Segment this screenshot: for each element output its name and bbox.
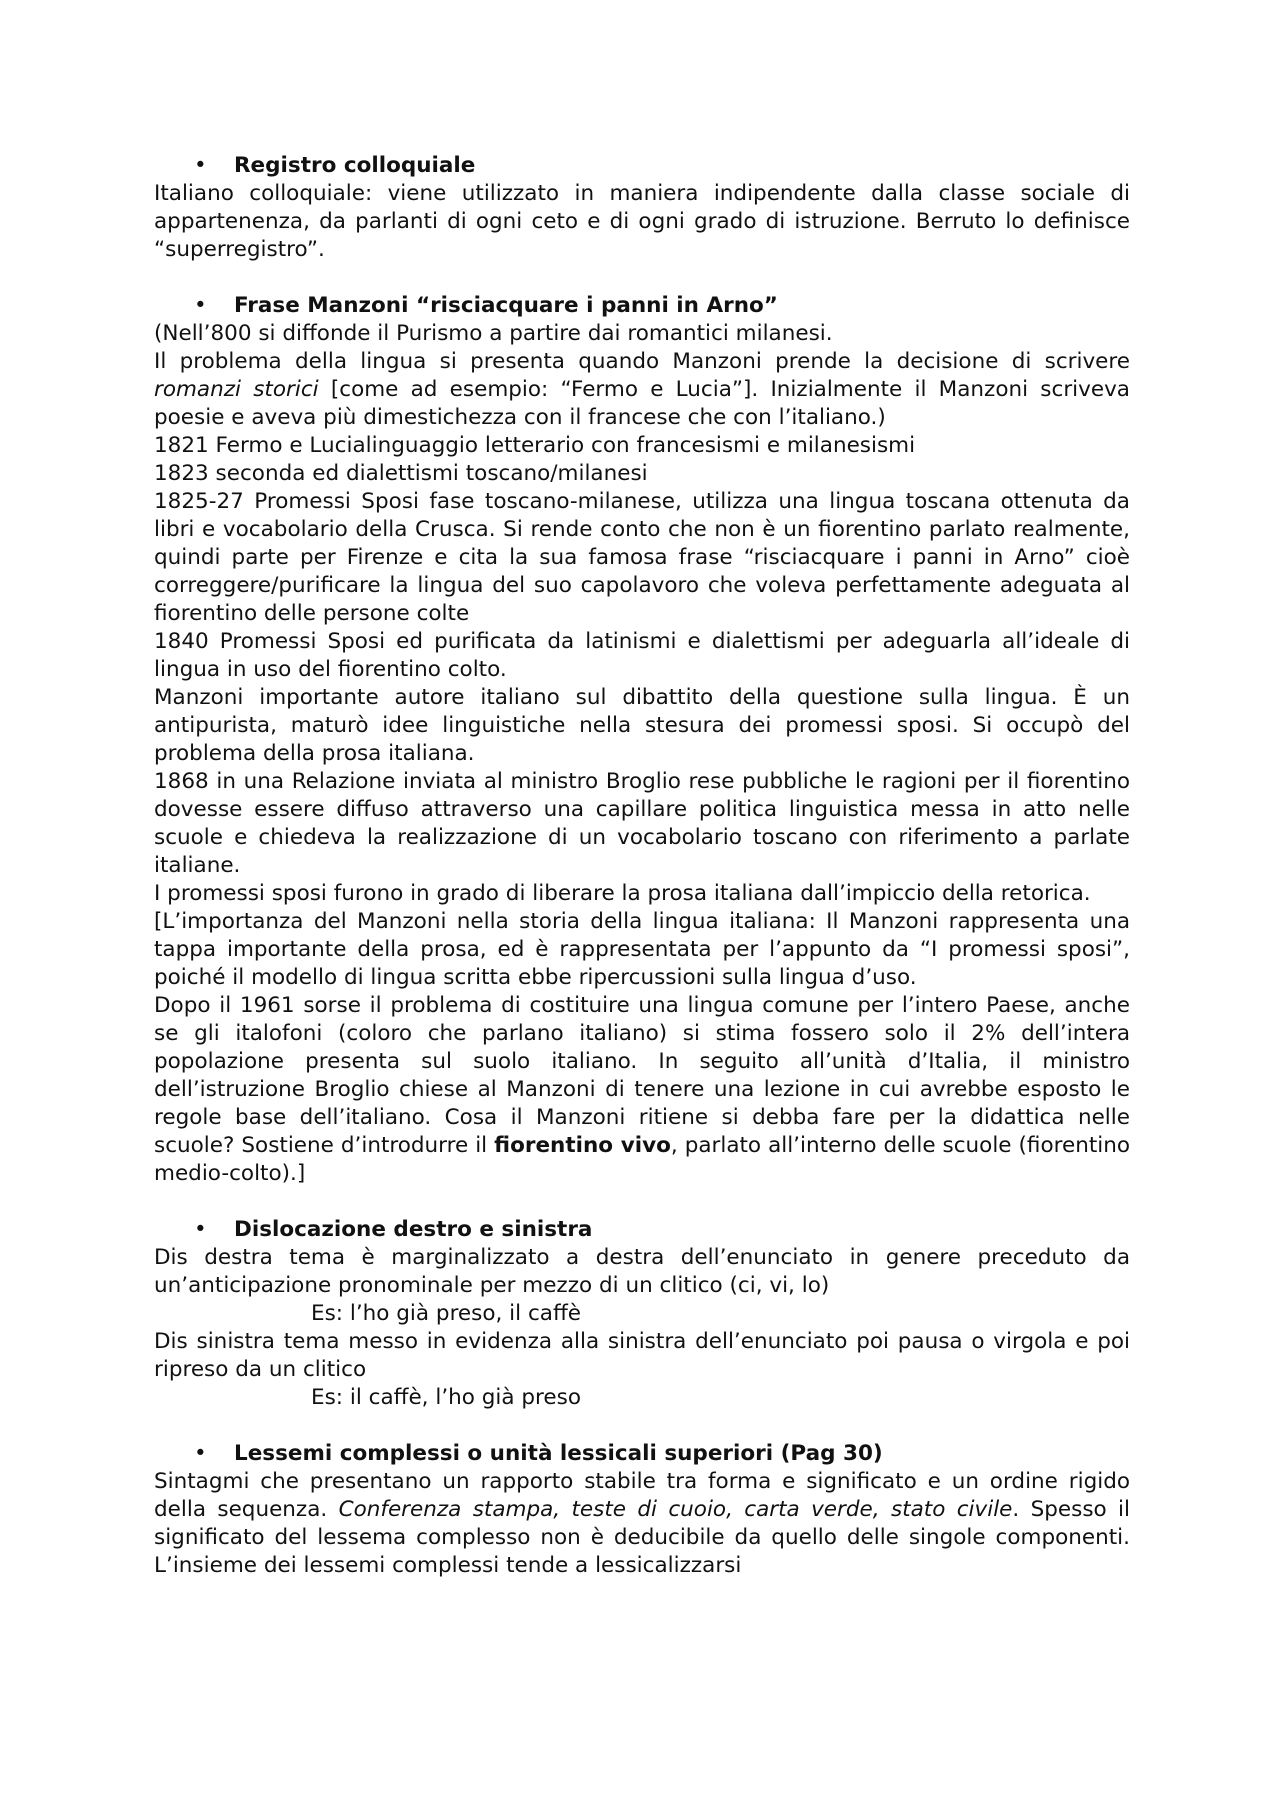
heading-text: Frase Manzoni “risciacquare i panni in Arno” <box>234 293 778 318</box>
section-heading-manzoni <box>154 292 1130 320</box>
bullet-icon: • <box>194 1217 207 1242</box>
paragraph: Manzoni importante autore italiano sul dibattito della questione sulla lingua. È un antipurista, maturò idee linguistiche nella stesura dei promessi sposi. Si occupò del problema della prosa italiana. <box>154 685 1130 766</box>
bullet-icon: • <box>194 1441 207 1466</box>
paragraph: I promessi sposi furono in grado di liberare la prosa italiana dall’impiccio della retorica. <box>154 881 1091 906</box>
bullet-icon: • <box>194 153 207 178</box>
bold-text: fiorentino vivo <box>494 1133 671 1158</box>
paragraph: [L’importanza del Manzoni nella storia della lingua italiana: Il Manzoni rappresenta una tappa importante della prosa, ed è rappresentata per l’appunto da “I promessi sposi”, poiché il modello di lingua scritta ebbe ripercussioni sulla lingua d’uso. <box>154 909 1130 990</box>
paragraph: 1868 in una Relazione inviata al ministro Broglio rese pubbliche le ragioni per il fiorentino dovesse essere diffuso attraverso una capillare politica linguistica messa in atto nelle scuole e chiedeva la realizzazione di un vocabolario toscano con riferimento a parlate italiane. <box>154 769 1130 878</box>
paragraph: 1823 seconda ed dialettismi toscano/milanesi <box>154 461 648 486</box>
paragraph: Dis destra tema è marginalizzato a destra dell’enunciato in genere preceduto da un’anticipazione pronominale per mezzo di un clitico (ci, vi, lo) <box>154 1245 1130 1298</box>
paragraph: 1821 Fermo e Lucialinguaggio letterario con francesismi e milanesismi <box>154 433 916 458</box>
paragraph: 1825-27 Promessi Sposi fase toscano-milanese, utilizza una lingua toscana ottenuta da libri e vocabolario della Crusca. Si rende conto che non è un fiorentino parlato realmente, quindi parte per Firenze e cita la sua famosa frase “risciacquare i panni in Arno” cioè correggere/purificare la lingua del suo capolavoro che voleva perfettamente adeguata al fiorentino delle persone colte <box>154 489 1130 626</box>
bullet-icon: • <box>194 293 207 318</box>
italic-text: Conferenza stampa, teste di cuoio, carta verde, stato civile <box>338 1497 1013 1522</box>
heading-text: Dislocazione destro e sinistra <box>234 1217 593 1242</box>
section-heading-dislocazione <box>154 1216 1130 1244</box>
heading-text: Registro colloquiale <box>234 153 476 178</box>
section-heading-lessemi <box>154 1440 1130 1468</box>
example-line: Es: il caffè, l’ho già preso <box>311 1385 581 1410</box>
paragraph: Dopo il 1961 sorse il problema di costituire una lingua comune per l’intero Paese, anche se gli italofoni (coloro che parlano italiano) si stima fossero solo il 2% dell’intera popolazione presenta sul suolo italiano. In seguito all’unità d’Italia, il ministro dell’istruzione Broglio chiese al Manzoni di tenere una lezione in cui avrebbe esposto le regole base dell’italiano. Cosa il Manzoni ritiene si debba fare per la didattica nelle scuole? Sostiene d’introdurre il fiorentino vivo, parlato all’interno delle scuole (fiorentino medio-colto).] <box>154 993 1130 1186</box>
paragraph: 1840 Promessi Sposi ed purificata da latinismi e dialettismi per adeguarla all’ideale di lingua in uso del fiorentino colto. <box>154 629 1130 682</box>
paragraph: Il problema della lingua si presenta quando Manzoni prende la decisione di scrivere romanzi storici [come ad esempio: “Fermo e Lucia”]. Inizialmente il Manzoni scriveva poesie e aveva più dimestichezza con il francese che con l’italiano.) <box>154 349 1130 430</box>
paragraph: Italiano colloquiale: viene utilizzato in maniera indipendente dalla classe sociale di appartenenza, da parlanti di ogni ceto e di ogni grado di istruzione. Berruto lo definisce “superregistro”. <box>154 181 1130 262</box>
italic-text: romanzi storici <box>154 377 319 402</box>
section-heading-registro <box>154 152 1130 180</box>
paragraph: Dis sinistra tema messo in evidenza alla sinistra dell’enunciato poi pausa o virgola e poi ripreso da un clitico <box>154 1329 1130 1382</box>
heading-text: Lessemi complessi o unità lessicali superiori (Pag 30) <box>234 1441 883 1466</box>
document-body <box>154 152 1130 1580</box>
example-line: Es: l’ho già preso, il caffè <box>311 1301 581 1326</box>
paragraph: Sintagmi che presentano un rapporto stabile tra forma e significato e un ordine rigido della sequenza. Conferenza stampa, teste di cuoio, carta verde, stato civile. Spesso il significato del lessema complesso non è deducibile da quello delle singole componenti. L’insieme dei lessemi complessi tende a lessicalizzarsi <box>154 1469 1131 1578</box>
paragraph: (Nell’800 si diffonde il Purismo a partire dai romantici milanesi. <box>154 321 833 346</box>
